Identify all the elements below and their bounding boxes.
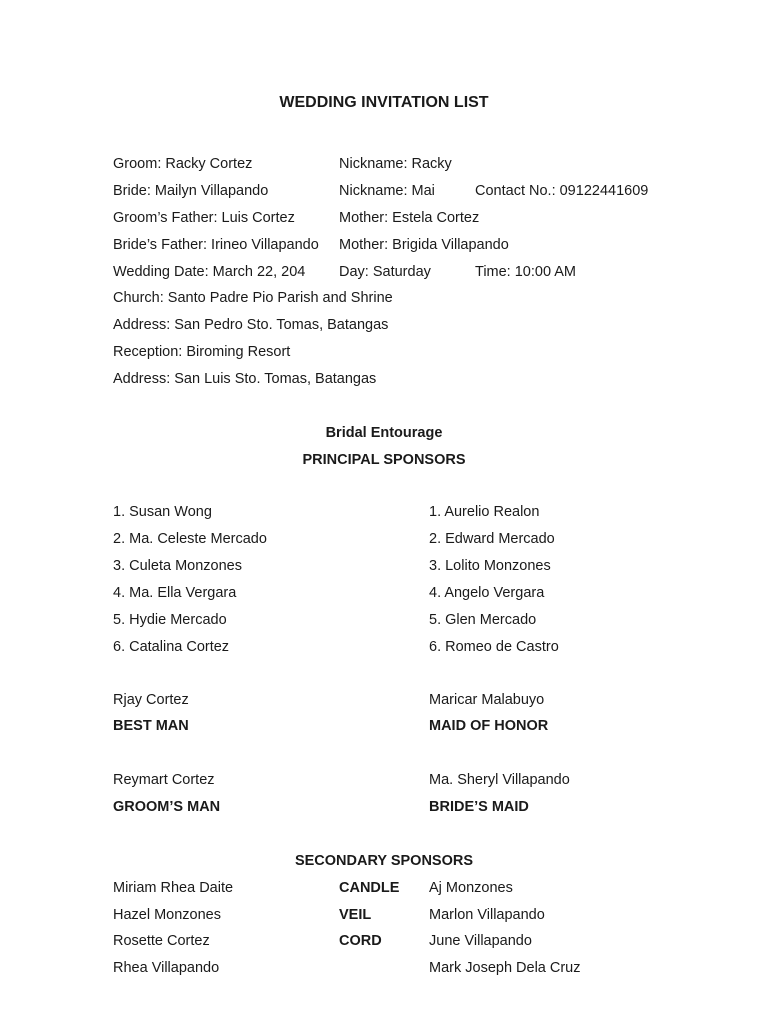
- list-item: 2. Ma. Celeste Mercado: [113, 531, 267, 547]
- list-item: 3. Lolito Monzones: [429, 558, 551, 574]
- brides-maid-role: BRIDE’S MAID: [429, 799, 529, 815]
- list-item: 3. Culeta Monzones: [113, 558, 242, 574]
- groom-line: Groom: Racky Cortez: [113, 156, 253, 172]
- grooms-man-role: GROOM’S MAN: [113, 799, 221, 815]
- grooms-mother: Mother: Estela Cortez: [339, 210, 480, 226]
- list-item: 5. Hydie Mercado: [113, 612, 227, 628]
- list-item: 4. Angelo Vergara: [429, 585, 545, 601]
- maid-of-honor-role: MAID OF HONOR: [429, 718, 549, 734]
- brides-mother: Mother: Brigida Villapando: [339, 237, 509, 253]
- list-item: 6. Romeo de Castro: [429, 639, 559, 655]
- bride-line: Bride: Mailyn Villapando: [113, 183, 269, 199]
- brides-father: Bride’s Father: Irineo Villapando: [113, 237, 319, 253]
- secondary-right: Marlon Villapando: [429, 907, 545, 923]
- reception: Reception: Biroming Resort: [113, 344, 291, 360]
- secondary-sponsors-heading: SECONDARY SPONSORS: [294, 853, 474, 869]
- wedding-date: Wedding Date: March 22, 204: [113, 264, 306, 280]
- secondary-left: Rhea Villapando: [113, 960, 220, 976]
- grooms-father: Groom’s Father: Luis Cortez: [113, 210, 295, 226]
- brides-maid-name: Ma. Sheryl Villapando: [429, 772, 570, 788]
- secondary-right: June Villapando: [429, 933, 532, 949]
- secondary-role: CORD: [339, 933, 382, 949]
- groom-nickname: Nickname: Racky: [339, 156, 452, 172]
- church-address: Address: San Pedro Sto. Tomas, Batangas: [113, 317, 389, 333]
- contact-number: Contact No.: 09122441609: [475, 183, 649, 199]
- best-man-name: Rjay Cortez: [113, 692, 189, 708]
- entourage-heading: Bridal Entourage: [325, 425, 443, 441]
- list-item: 5. Glen Mercado: [429, 612, 537, 628]
- reception-address: Address: San Luis Sto. Tomas, Batangas: [113, 371, 377, 387]
- wedding-time: Time: 10:00 AM: [475, 264, 577, 280]
- principal-sponsors-heading: PRINCIPAL SPONSORS: [302, 452, 466, 468]
- list-item: 4. Ma. Ella Vergara: [113, 585, 237, 601]
- church: Church: Santo Padre Pio Parish and Shrine: [113, 290, 393, 306]
- bride-nickname: Nickname: Mai: [339, 183, 435, 199]
- list-item: 1. Aurelio Realon: [429, 504, 540, 520]
- grooms-man-name: Reymart Cortez: [113, 772, 215, 788]
- secondary-role: CANDLE: [339, 880, 400, 896]
- wedding-day: Day: Saturday: [339, 264, 431, 280]
- secondary-left: Rosette Cortez: [113, 933, 210, 949]
- secondary-right: Aj Monzones: [429, 880, 513, 896]
- secondary-left: Hazel Monzones: [113, 907, 221, 923]
- secondary-left: Miriam Rhea Daite: [113, 880, 234, 896]
- maid-of-honor-name: Maricar Malabuyo: [429, 692, 545, 708]
- best-man-role: BEST MAN: [113, 718, 189, 734]
- secondary-right: Mark Joseph Dela Cruz: [429, 960, 581, 976]
- list-item: 6. Catalina Cortez: [113, 639, 230, 655]
- list-item: 2. Edward Mercado: [429, 531, 555, 547]
- secondary-role: VEIL: [339, 907, 372, 923]
- page-title: WEDDING INVITATION LIST: [279, 94, 489, 111]
- list-item: 1. Susan Wong: [113, 504, 212, 520]
